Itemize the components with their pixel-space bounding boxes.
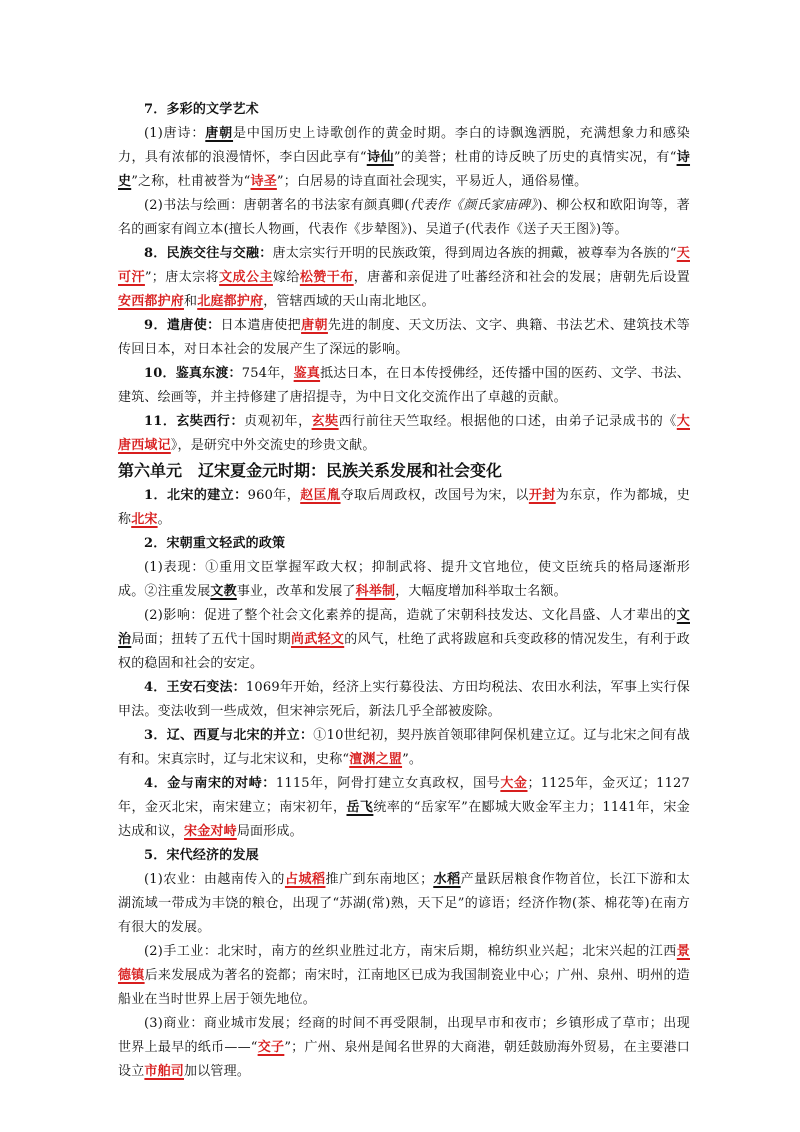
section-7-paragraph-2: (2)书法与绘画：唐朝著名的书法家有颜真卿(代表作《颜氏家庙碑》)、柳公权和欧阳询等，著名的画家有阎立本(擅长人物画，代表作《步辇图》)、吴道子(代表作《送子天王图》)等。 bbox=[118, 198, 690, 237]
section-7-title: 7．多彩的文学艺术 bbox=[144, 102, 259, 117]
keyword-jingdezhen: 景德镇 bbox=[118, 944, 690, 983]
keyword-zhao-kuangyin: 赵匡胤 bbox=[300, 488, 341, 503]
keyword-shuidao: 水稻 bbox=[433, 872, 461, 887]
keyword-beiting: 北庭都护府 bbox=[197, 294, 264, 309]
keyword-shibosi: 市舶司 bbox=[144, 1064, 185, 1079]
section-7-paragraph-1: (1)唐诗：唐朝是中国历史上诗歌创作的黄金时期。李白的诗飘逸洒脱，充满想象力和感染力，具有浓郁的浪漫情怀，李白因此享有“诗仙”的美誉；杜甫的诗反映了历史的真情实况，有“诗史”之称，杜甫被誉为“诗圣”；白居易的诗直面社会现实，平易近人，通俗易懂。 bbox=[118, 126, 691, 189]
keyword-tangchao: 唐朝 bbox=[301, 318, 328, 333]
section-9: 9．遣唐使：日本遣唐使把唐朝先进的制度、天文历法、文字、典籍、书法艺术、建筑技术等传回日本，对日本社会的发展产生了深远的影响。 bbox=[118, 318, 690, 357]
keyword-tang-dynasty: 唐朝 bbox=[205, 126, 234, 141]
keyword-wencheng: 文成公主 bbox=[219, 270, 273, 285]
keyword-yuefei: 岳飞 bbox=[346, 800, 374, 815]
keyword-anxi: 安西都护府 bbox=[118, 294, 185, 309]
keyword-songjin-duizhi: 宋金对峙 bbox=[184, 824, 237, 839]
keyword-shixian: 诗仙 bbox=[366, 150, 394, 165]
unit6-item-4-jin-song: 4．金与南宋的对峙：1115年，阿骨打建立女真政权，国号大金；1125年，金灭辽；1127年，金灭北宋，南宋建立；南宋初年，岳飞统率的“岳家军”在郾城大败金军主力；1141年，宋金达成和议，宋金对峙局面形成。 bbox=[118, 776, 690, 839]
unit6-item-2-paragraph-2: (2)影响：促进了整个社会文化素养的提高，造就了宋朝科技发达、文化昌盛、人才辈出的文治局面；扭转了五代十国时期尚武轻文的风气，杜绝了武将跋扈和兵变政移的情况发生，有利于政权的稳固和社会的安定。 bbox=[118, 608, 690, 671]
keyword-jiaozi: 交子 bbox=[257, 1040, 285, 1055]
keyword-jianzhen: 鉴真 bbox=[293, 366, 321, 381]
keyword-shishi: 诗史 bbox=[118, 150, 691, 189]
keyword-kejuzhi: 科举制 bbox=[355, 584, 396, 599]
keyword-chanyuan: 澶渊之盟 bbox=[349, 752, 403, 767]
keyword-tiankehan: 天可汗 bbox=[118, 246, 690, 285]
unit6-item-5-paragraph-2: (2)手工业：北宋时，南方的丝织业胜过北方，南宋后期，棉纺织业兴起；北宋兴起的江西景德镇后来发展成为著名的瓷都；南宋时，江南地区已成为我国制瓷业中心；广州、泉州、明州的造船业在当时世界上居于领先地位。 bbox=[118, 944, 690, 1007]
unit6-item-5-paragraph-1: (1)农业：由越南传入的占城稻推广到东南地区；水稻产量跃居粮食作物首位，长江下游和太湖流域一带成为丰饶的粮仓，出现了“苏湖(常)熟，天下足”的谚语；经济作物(茶、棉花等)在南方有很大的发展。 bbox=[118, 872, 690, 935]
keyword-zhanchengdao: 占城稻 bbox=[284, 872, 326, 887]
section-11: 11．玄奘西行：贞观初年，玄奘西行前往天竺取经。根据他的口述，由弟子记录成书的《大唐西域记》，是研究中外交流史的珍贵文献。 bbox=[118, 414, 690, 453]
unit6-item-2-title: 2．宋朝重文轻武的政策 bbox=[144, 536, 286, 551]
keyword-kaifeng: 开封 bbox=[528, 488, 556, 503]
unit6-item-3: 3．辽、西夏与北宋的并立：①10世纪初，契丹族首领耶律阿保机建立辽。辽与北宋之间有战有和。宋真宗时，辽与北宋议和，史称“澶渊之盟”。 bbox=[118, 728, 690, 767]
unit-6-heading: 第六单元 辽宋夏金元时期：民族关系发展和社会变化 bbox=[118, 461, 503, 480]
keyword-beisong: 北宋 bbox=[131, 512, 158, 527]
keyword-dajin: 大金 bbox=[500, 776, 528, 791]
keyword-datang-xiyuji: 大唐西域记 bbox=[118, 414, 690, 453]
section-10: 10．鉴真东渡：754年，鉴真抵达日本，在日本传授佛经，还传播中国的医药、文学、书法、建筑、绘画等，并主持修建了唐招提寺，为中日文化交流作出了卓越的贡献。 bbox=[118, 366, 690, 405]
unit6-item-4-wang-anshi: 4．王安石变法：1069年开始，经济上实行募役法、方田均税法、农田水利法，军事上实行保甲法。变法收到一些成效，但宋神宗死后，新法几乎全部被废除。 bbox=[118, 680, 690, 719]
unit6-item-5-paragraph-3: (3)商业：商业城市发展；经商的时间不再受限制，出现早市和夜市；乡镇形成了草市；出现世界上最早的纸币——“交子”；广州、泉州是闻名世界的大商港，朝廷鼓励海外贸易，在主要港口设立市舶司加以管理。 bbox=[118, 1016, 690, 1079]
unit6-item-2-paragraph-1: (1)表现：①重用文臣掌握军政大权；抑制武将、提升文官地位，使文臣统兵的格局逐渐形成。②注重发展文教事业，改革和发展了科举制，大幅度增加科举取士名额。 bbox=[118, 560, 690, 599]
keyword-xuanzang: 玄奘 bbox=[311, 414, 339, 429]
keyword-shisheng: 诗圣 bbox=[250, 174, 277, 189]
keyword-wenzhi: 文治 bbox=[118, 608, 690, 647]
keyword-shangwu-qingwen: 尚武轻文 bbox=[290, 632, 345, 647]
keyword-songzan: 松赞干布 bbox=[299, 270, 354, 285]
unit6-item-1: 1．北宋的建立：960年，赵匡胤夺取后周政权，改国号为宋，以开封为东京，作为都城，史称北宋。 bbox=[118, 488, 690, 527]
section-8: 8．民族交往与交融：唐太宗实行开明的民族政策，得到周边各族的拥戴，被尊奉为各族的“天可汗”；唐太宗将文成公主嫁给松赞干布，唐蕃和亲促进了吐蕃经济和社会的发展；唐朝先后设置安西都护府和北庭都护府，管辖西域的天山南北地区。 bbox=[118, 246, 690, 309]
keyword-wenjiao: 文教 bbox=[210, 584, 237, 599]
unit6-item-5-title: 5．宋代经济的发展 bbox=[144, 848, 259, 863]
